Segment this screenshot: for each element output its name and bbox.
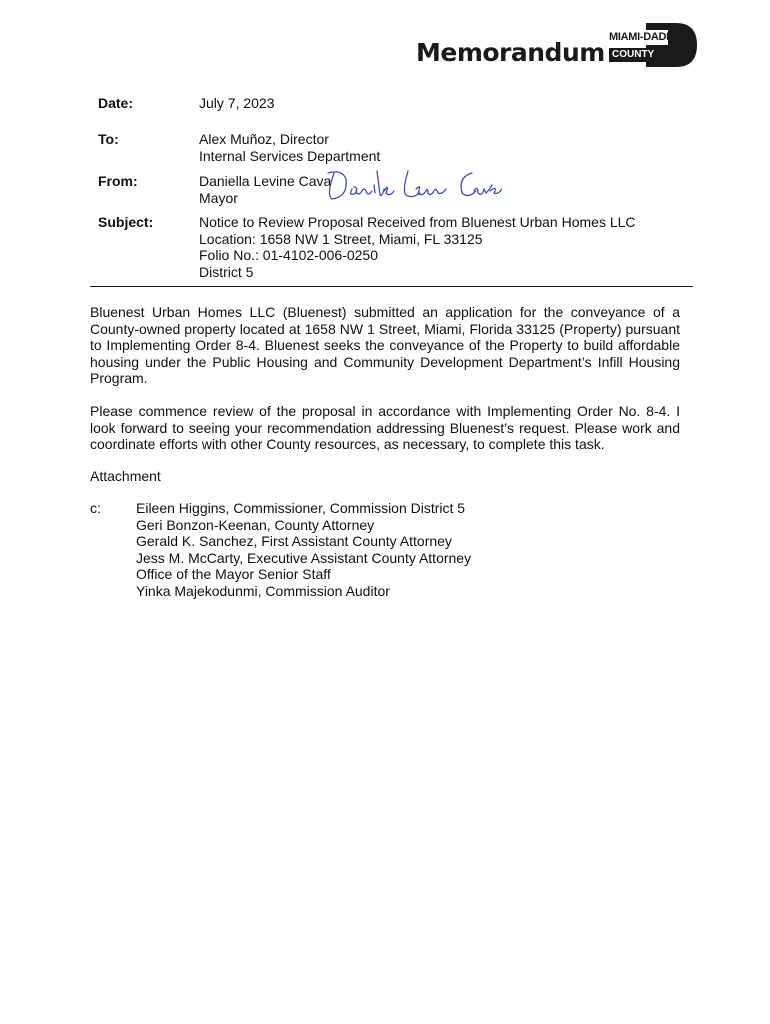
to-line: Internal Services Department: [199, 147, 381, 164]
cc-recipient: Eileen Higgins, Commissioner, Commission District 5: [136, 500, 466, 516]
subject-block: [199, 214, 636, 280]
subject-line: Notice to Review Proposal Received from Bluenest Urban Homes LLC: [199, 214, 636, 230]
from-line: Daniella Levine Cava: [199, 173, 332, 189]
miami-dade-county-logo: [606, 22, 698, 68]
subject-label: Subject:: [98, 214, 154, 230]
to-label: To:: [98, 131, 119, 147]
cc-recipient: Geri Bonzon-Keenan, County Attorney: [136, 516, 375, 533]
to-recipient: [199, 131, 380, 164]
from-line: Mayor: [199, 189, 238, 206]
cc-recipient: Gerald K. Sanchez, First Assistant County Attorney: [136, 533, 452, 549]
from-sender: [199, 173, 331, 206]
cc-label: c:: [90, 500, 101, 516]
memo-title: Memorandum: [416, 38, 605, 67]
attachment-note: Attachment: [90, 468, 161, 484]
subject-line: Folio No.: 01-4102-006-0250: [199, 247, 379, 263]
subject-line: District 5: [199, 263, 254, 280]
cc-list: [136, 500, 471, 599]
body-paragraph-2: Please commence review of the proposal in accordance with Implementing Order No. 8-4. I look forward to seeing your recommendation addressing Bluenest’s request. Please work and coordinate efforts with other County resources, as necessary, to complete this task.: [90, 403, 680, 452]
cc-recipient: Jess M. McCarty, Executive Assistant County Attorney: [136, 549, 472, 566]
body-paragraph-1: Bluenest Urban Homes LLC (Bluenest) submitted an application for the conveyance of a County-owned property located at 1658 NW 1 Street, Miami, Florida 33125 (Property) pursuant to Implementing Order 8-4. Bluenest seeks the conveyance of the Property to build affordable housing under the Public Housing and Community Development Department’s Infill Housing Program.: [90, 304, 680, 386]
date-label: Date:: [98, 95, 134, 111]
header-divider: [90, 286, 693, 287]
subject-line: Location: 1658 NW 1 Street, Miami, FL 33125: [199, 230, 483, 247]
logo-line1: MIAMI-DADE: [609, 31, 674, 43]
handwritten-signature: [322, 163, 502, 207]
to-line: Alex Muñoz, Director: [199, 131, 329, 147]
from-label: From:: [98, 173, 138, 189]
cc-recipient: Office of the Mayor Senior Staff: [136, 566, 331, 582]
cc-recipient: Yinka Majekodunmi, Commission Auditor: [136, 582, 390, 599]
logo-line2: COUNTY: [609, 48, 657, 62]
date-value: July 7, 2023: [199, 95, 275, 111]
